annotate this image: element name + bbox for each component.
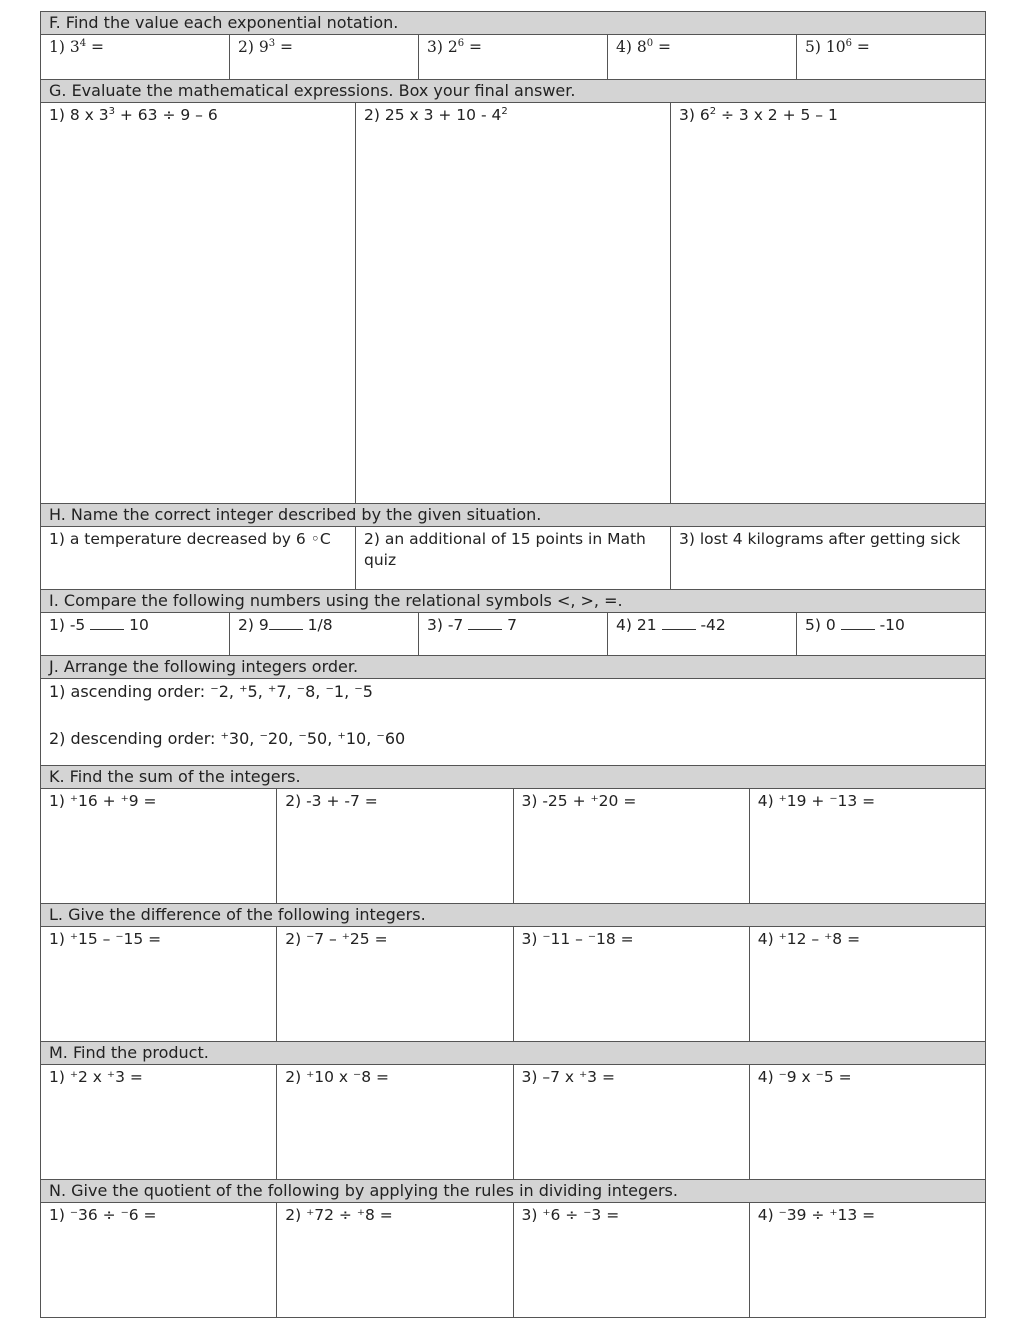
section-h [40, 503, 986, 589]
section-g [40, 79, 986, 503]
section-k [40, 765, 986, 903]
m-item-3[interactable]: 3) –7 x ⁺3 = [513, 1065, 749, 1179]
j-item-2[interactable]: 2) descending order: ⁺30, ⁻20, ⁻50, ⁺10, ⁻60 [49, 729, 406, 748]
k-item-3[interactable]: 3) -25 + ⁺20 = [513, 789, 749, 903]
section-l [40, 903, 986, 1041]
m-item-2[interactable]: 2) ⁺10 x ⁻8 = [276, 1065, 512, 1179]
section-n [40, 1179, 986, 1318]
worksheet [40, 11, 986, 1318]
l-item-3[interactable]: 3) ⁻11 – ⁻18 = [513, 927, 749, 1041]
answer-blank[interactable] [662, 615, 696, 630]
section-i-header: I. Compare the following numbers using the relational symbols <, >, =. [41, 590, 985, 612]
k-item-2[interactable]: 2) -3 + -7 = [276, 789, 512, 903]
k-item-4[interactable]: 4) ⁺19 + ⁻13 = [749, 789, 985, 903]
l-item-2[interactable]: 2) ⁻7 – ⁺25 = [276, 927, 512, 1041]
n-item-1[interactable]: 1) ⁻36 ÷ ⁻6 = [49, 1206, 157, 1224]
section-f [40, 11, 986, 79]
j-item-1[interactable]: 1) ascending order: ⁻2, ⁺5, ⁺7, ⁻8, ⁻1, ⁻5 [49, 682, 373, 701]
n-item-2[interactable]: 2) ⁺72 ÷ ⁺8 = [276, 1203, 512, 1317]
section-i [40, 589, 986, 655]
i-item-4[interactable]: 4) 21 -42 [607, 613, 796, 655]
g-item-3[interactable]: 3) $6^2 \div 3$ x 2 + 5 – 1 [670, 103, 985, 503]
h-item-3[interactable]: 3) lost 4 kilograms after getting sick [670, 527, 985, 589]
f-item-4[interactable]: 4) $8^0$ = [607, 35, 796, 79]
section-k-header: K. Find the sum of the integers. [41, 766, 985, 788]
answer-blank[interactable] [841, 615, 875, 630]
n-item-3[interactable]: 3) ⁺6 ÷ ⁻3 = [513, 1203, 749, 1317]
g-item-2[interactable]: 2) 25 x $3 + 10 - 4^2$ [355, 103, 670, 503]
f-item-5[interactable]: 5) $10^6$ = [796, 35, 985, 79]
h-item-1[interactable]: 1) a temperature decreased by 6 ◦C [49, 530, 331, 548]
section-f-header: F. Find the value each exponential notation. [41, 12, 985, 34]
i-item-3[interactable]: 3) -7 7 [418, 613, 607, 655]
answer-blank[interactable] [90, 615, 124, 630]
i-item-1[interactable]: 1) -5 10 [49, 616, 149, 634]
section-h-header: H. Name the correct integer described by the given situation. [41, 504, 985, 526]
answer-blank[interactable] [269, 615, 303, 630]
i-item-2[interactable]: 2) 9 1/8 [229, 613, 418, 655]
section-m [40, 1041, 986, 1179]
section-j-header: J. Arrange the following integers order. [41, 656, 985, 678]
g-item-1[interactable]: 1) 8 x $3^3 + 63 \div 9 - 6$ [49, 106, 218, 124]
section-m-header: M. Find the product. [41, 1042, 985, 1064]
section-n-header: N. Give the quotient of the following by applying the rules in dividing integers. [41, 1180, 985, 1202]
f-item-2[interactable]: 2) $9^3$ = [229, 35, 418, 79]
h-item-2[interactable]: 2) an additional of 15 points in Math quiz [355, 527, 670, 589]
l-item-4[interactable]: 4) ⁺12 – ⁺8 = [749, 927, 985, 1041]
f-item-1[interactable]: 1) $3^4$ = [49, 38, 105, 56]
m-item-1[interactable]: 1) ⁺2 x ⁺3 = [49, 1068, 143, 1086]
l-item-1[interactable]: 1) ⁺15 – ⁻15 = [49, 930, 162, 948]
n-item-4[interactable]: 4) ⁻39 ÷ ⁺13 = [749, 1203, 985, 1317]
section-j [40, 655, 986, 765]
m-item-4[interactable]: 4) ⁻9 x ⁻5 = [749, 1065, 985, 1179]
answer-blank[interactable] [468, 615, 502, 630]
section-l-header: L. Give the difference of the following integers. [41, 904, 985, 926]
i-item-5[interactable]: 5) 0 -10 [796, 613, 985, 655]
f-item-3[interactable]: 3) $2^6$ = [418, 35, 607, 79]
section-g-header: G. Evaluate the mathematical expressions. Box your final answer. [41, 80, 985, 102]
k-item-1[interactable]: 1) ⁺16 + ⁺9 = [49, 792, 157, 810]
